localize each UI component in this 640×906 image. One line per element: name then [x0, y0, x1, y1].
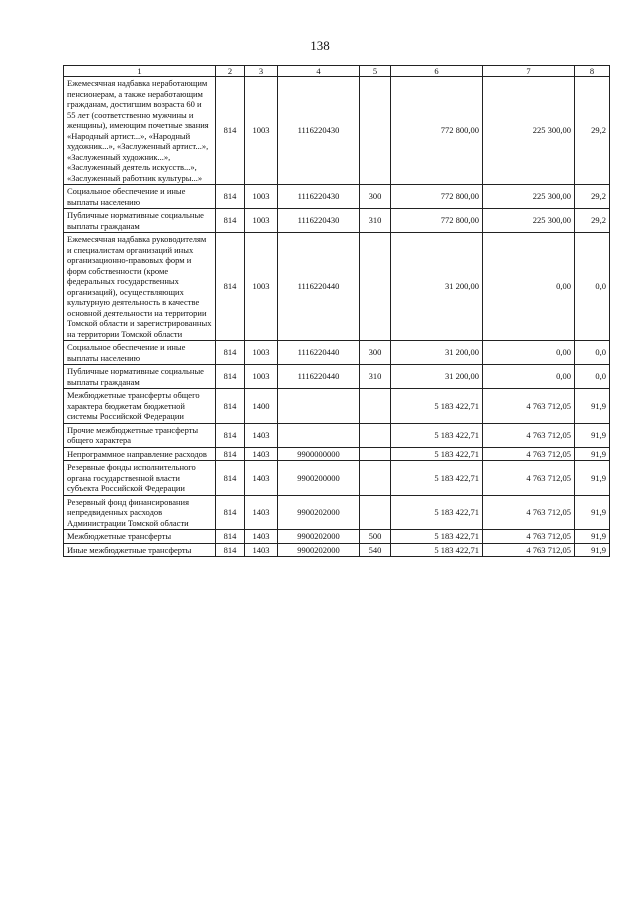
row-c3: 1003 — [245, 233, 278, 341]
row-c7: 4 763 712,05 — [483, 495, 575, 530]
table-row — [64, 185, 610, 209]
row-c5: 310 — [360, 365, 391, 389]
table-row — [64, 447, 610, 461]
row-c8: 29,2 — [575, 209, 610, 233]
row-c3: 1003 — [245, 365, 278, 389]
row-c5 — [360, 461, 391, 496]
row-c2: 814 — [216, 185, 245, 209]
row-c8: 91,9 — [575, 423, 610, 447]
row-c4: 9900202000 — [278, 495, 360, 530]
table-row — [64, 209, 610, 233]
row-c8: 91,9 — [575, 543, 610, 557]
row-c2: 814 — [216, 543, 245, 557]
row-name: Резервный фонд финансирования непредвиденных расходов Администрации Томской области — [64, 495, 216, 530]
row-c6: 31 200,00 — [391, 365, 483, 389]
row-name: Ежемесячная надбавка неработающим пенсионерам, а также неработающим гражданам, достигшим возраста 60 и 55 лет (соответственно мужчины и женщины), имеющим почетные звания «Народный артист...», «Народный художник...», «Заслуженный артист...», «Заслуженный художник...», «Заслуженный деятель искусств...», «Заслуженный работник культуры...» — [64, 77, 216, 185]
row-c5: 300 — [360, 185, 391, 209]
row-c2: 814 — [216, 495, 245, 530]
row-c4: 9900000000 — [278, 447, 360, 461]
row-c3: 1403 — [245, 495, 278, 530]
row-name: Социальное обеспечение и иные выплаты населению — [64, 185, 216, 209]
budget-table — [63, 65, 610, 557]
row-name: Иные межбюджетные трансферты — [64, 543, 216, 557]
header-row — [64, 66, 610, 77]
row-c4: 1116220430 — [278, 185, 360, 209]
row-c4: 1116220440 — [278, 233, 360, 341]
row-name: Социальное обеспечение и иные выплаты населению — [64, 341, 216, 365]
row-c2: 814 — [216, 341, 245, 365]
row-c6: 772 800,00 — [391, 185, 483, 209]
row-c8: 91,9 — [575, 389, 610, 424]
header-col-7: 7 — [483, 66, 575, 77]
header-col-6: 6 — [391, 66, 483, 77]
row-c5 — [360, 495, 391, 530]
row-c2: 814 — [216, 365, 245, 389]
row-c3: 1003 — [245, 77, 278, 185]
row-c8: 91,9 — [575, 530, 610, 544]
row-c5: 540 — [360, 543, 391, 557]
row-name: Публичные нормативные социальные выплаты гражданам — [64, 209, 216, 233]
row-c8: 0,0 — [575, 365, 610, 389]
header-col-8: 8 — [575, 66, 610, 77]
row-c4: 9900200000 — [278, 461, 360, 496]
row-name: Непрограммное направление расходов — [64, 447, 216, 461]
row-c2: 814 — [216, 530, 245, 544]
table-row — [64, 543, 610, 557]
row-c8: 0,0 — [575, 233, 610, 341]
row-c7: 4 763 712,05 — [483, 423, 575, 447]
row-c7: 0,00 — [483, 365, 575, 389]
row-c4: 9900202000 — [278, 530, 360, 544]
row-c6: 5 183 422,71 — [391, 461, 483, 496]
row-c4: 1116220440 — [278, 341, 360, 365]
row-c8: 91,9 — [575, 495, 610, 530]
row-c8: 0,0 — [575, 341, 610, 365]
row-c8: 29,2 — [575, 185, 610, 209]
table-row — [64, 365, 610, 389]
row-c4: 1116220430 — [278, 209, 360, 233]
row-c6: 5 183 422,71 — [391, 495, 483, 530]
header-col-5: 5 — [360, 66, 391, 77]
row-c3: 1003 — [245, 209, 278, 233]
row-c6: 5 183 422,71 — [391, 530, 483, 544]
row-name: Межбюджетные трансферты — [64, 530, 216, 544]
table-row — [64, 495, 610, 530]
row-c7: 0,00 — [483, 233, 575, 341]
row-c3: 1003 — [245, 341, 278, 365]
row-c8: 29,2 — [575, 77, 610, 185]
row-c5 — [360, 233, 391, 341]
row-c6: 5 183 422,71 — [391, 423, 483, 447]
row-c6: 772 800,00 — [391, 209, 483, 233]
row-c8: 91,9 — [575, 447, 610, 461]
row-c4: 1116220440 — [278, 365, 360, 389]
row-c5 — [360, 77, 391, 185]
table-row — [64, 389, 610, 424]
row-c5: 300 — [360, 341, 391, 365]
row-c5 — [360, 423, 391, 447]
row-c7: 0,00 — [483, 341, 575, 365]
row-c2: 814 — [216, 389, 245, 424]
row-c4: 1116220430 — [278, 77, 360, 185]
row-c2: 814 — [216, 77, 245, 185]
row-c3: 1400 — [245, 389, 278, 424]
row-name: Межбюджетные трансферты общего характера бюджетам бюджетной системы Российской Федерации — [64, 389, 216, 424]
row-c3: 1403 — [245, 530, 278, 544]
table-row — [64, 461, 610, 496]
row-c7: 225 300,00 — [483, 185, 575, 209]
table-row — [64, 341, 610, 365]
header-col-1: 1 — [64, 66, 216, 77]
table-row — [64, 423, 610, 447]
row-c6: 5 183 422,71 — [391, 447, 483, 461]
row-c3: 1003 — [245, 185, 278, 209]
row-c2: 814 — [216, 209, 245, 233]
table-row — [64, 77, 610, 185]
header-col-3: 3 — [245, 66, 278, 77]
row-c6: 5 183 422,71 — [391, 389, 483, 424]
row-c7: 4 763 712,05 — [483, 543, 575, 557]
table-row — [64, 530, 610, 544]
row-c7: 225 300,00 — [483, 77, 575, 185]
row-c3: 1403 — [245, 461, 278, 496]
row-c6: 772 800,00 — [391, 77, 483, 185]
header-col-4: 4 — [278, 66, 360, 77]
row-c7: 4 763 712,05 — [483, 461, 575, 496]
row-c5: 310 — [360, 209, 391, 233]
row-c6: 31 200,00 — [391, 341, 483, 365]
row-c3: 1403 — [245, 543, 278, 557]
row-c2: 814 — [216, 461, 245, 496]
row-c7: 4 763 712,05 — [483, 530, 575, 544]
row-c7: 225 300,00 — [483, 209, 575, 233]
row-c4: 9900202000 — [278, 543, 360, 557]
row-c4 — [278, 389, 360, 424]
header-col-2: 2 — [216, 66, 245, 77]
row-c5 — [360, 447, 391, 461]
row-name: Ежемесячная надбавка руководителям и специалистам организаций иных организационно-правовых форм и форм собственности (кроме федеральных государственных организаций), осуществляющих культурную деятельность в качестве основной деятельности на территории Томской области и зарегистрированных на территории Томской области — [64, 233, 216, 341]
table-row — [64, 233, 610, 341]
page-number: 138 — [310, 38, 330, 53]
row-c4 — [278, 423, 360, 447]
row-c2: 814 — [216, 423, 245, 447]
row-c3: 1403 — [245, 423, 278, 447]
row-name: Прочие межбюджетные трансферты общего характера — [64, 423, 216, 447]
row-c2: 814 — [216, 447, 245, 461]
row-c5: 500 — [360, 530, 391, 544]
row-c5 — [360, 389, 391, 424]
row-c6: 5 183 422,71 — [391, 543, 483, 557]
row-c7: 4 763 712,05 — [483, 389, 575, 424]
row-name: Резервные фонды исполнительного органа государственной власти субъекта Российской Федерации — [64, 461, 216, 496]
row-name: Публичные нормативные социальные выплаты гражданам — [64, 365, 216, 389]
row-c3: 1403 — [245, 447, 278, 461]
row-c8: 91,9 — [575, 461, 610, 496]
row-c2: 814 — [216, 233, 245, 341]
row-c7: 4 763 712,05 — [483, 447, 575, 461]
table-body — [64, 77, 610, 557]
row-c6: 31 200,00 — [391, 233, 483, 341]
